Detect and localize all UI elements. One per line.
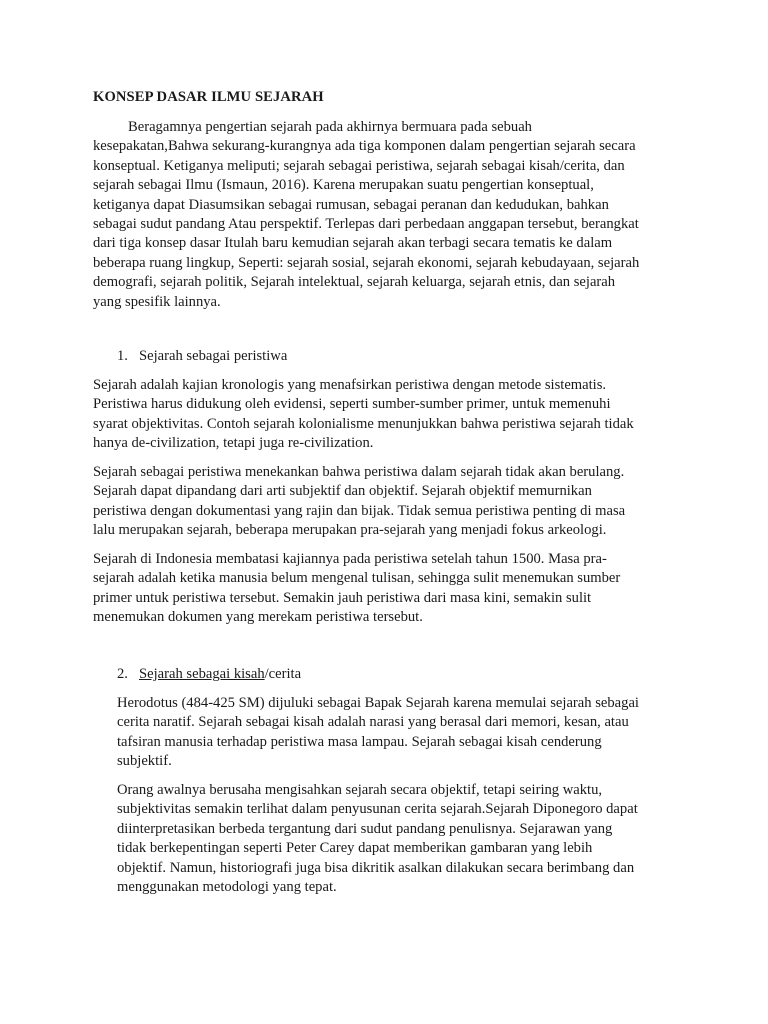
list-number: 2.	[117, 666, 128, 682]
text-line: objektif. Namun, historiografi juga bisa dikritik asalkan dilakukan secara berimbang dan	[117, 859, 635, 876]
section-2-paragraph-2	[117, 781, 677, 897]
text-line: peristiwa dengan dokumentasi yang rajin dan bijak. Tidak semua peristiwa penting di masa	[93, 502, 626, 519]
text-line: Herodotus (484-425 SM) dijuluki sebagai Bapak Sejarah karena memulai sejarah sebagai	[117, 695, 639, 711]
text-line: Sejarah dapat dipandang dari arti subjektif dan objektif. Sejarah objektif memurnikan	[93, 483, 592, 500]
text-line: hanya de-civilization, tetapi juga re-civilization.	[93, 435, 374, 452]
text-line: Orang awalnya berusaha mengisahkan sejarah secara objektif, tetapi seiring waktu,	[117, 782, 603, 798]
text-line: subjektivitas semakin terlihat dalam penyusunan cerita sejarah.Sejarah Diponegoro dapat	[117, 801, 638, 818]
text-line: yang spesifik lainnya.	[93, 293, 221, 310]
text-line: kesepakatan,Bahwa sekurang-kurangnya ada tiga komponen dalam pengertian sejarah secara	[93, 138, 636, 155]
text-line: tidak berkepentingan seperti Peter Carey dapat memberikan gambaran yang lebih	[117, 840, 593, 857]
text-line: sejarah sebagai Ilmu (Ismaun, 2016). Karena merupakan suatu pengertian konseptual,	[93, 177, 594, 194]
text-line: cerita naratif. Sejarah sebagai kisah adalah narasi yang berasal dari memori, kesan, atau	[117, 714, 629, 731]
text-line: konseptual. Ketiganya meliputi; sejarah sebagai peristiwa, sejarah sebagai kisah/cerita, dan	[93, 157, 625, 174]
section-title-rest: /cerita	[264, 666, 302, 682]
text-line: ketiganya dapat Diasumsikan sebagai rumusan, sebagai peranan dan kedudukan, bahkan	[93, 196, 609, 213]
text-line: Peristiwa harus didukung oleh evidensi, seperti sumber-sumber primer, untuk memenuhi	[93, 396, 611, 413]
text-line: diinterpretasikan berbeda tergantung dari sudut pandang penulisnya. Sejarawan yang	[117, 820, 613, 837]
text-line: subjektif.	[117, 753, 172, 770]
text-line: beberapa ruang lingkup, Seperti: sejarah sosial, sejarah ekonomi, sejarah kebudayaan, sejarah	[93, 254, 640, 271]
text-line: menemukan dokumen yang merekam peristiwa tersebut.	[93, 609, 423, 626]
text-line: demografi, sejarah politik, Sejarah intelektual, sejarah keluarga, sejarah etnis, dan sejarah	[93, 274, 616, 291]
section-title-underlined: Sejarah sebagai kisah	[139, 666, 265, 682]
page-title: KONSEP DASAR ILMU SEJARAH	[93, 89, 324, 105]
text-line: Sejarah adalah kajian kronologis yang menafsirkan peristiwa dengan metode sistematis.	[93, 377, 607, 393]
text-line: Sejarah sebagai peristiwa menekankan bahwa peristiwa dalam sejarah tidak akan berulang.	[93, 464, 625, 480]
section-2-heading	[117, 665, 301, 684]
text-line: menggunakan metodologi yang tepat.	[117, 879, 337, 896]
list-number: 1.	[117, 348, 128, 364]
section-1-paragraph-2	[93, 463, 683, 541]
text-line: syarat objektivitas. Contoh sejarah kolonialisme menunjukkan bahwa peristiwa sejarah tidak	[93, 415, 634, 432]
text-line: lalu merupakan sejarah, beberapa merupakan pra-sejarah yang menjadi fokus arkeologi.	[93, 522, 607, 539]
text-line: primer untuk peristiwa tersebut. Semakin jauh peristiwa dari masa kini, semakin sulit	[93, 589, 592, 606]
section-1-paragraph-1	[93, 376, 683, 454]
text-line: Beragamnya pengertian sejarah pada akhirnya bermuara pada sebuah	[128, 119, 532, 135]
text-line: tafsiran manusia terhadap peristiwa masa lampau. Sejarah sebagai kisah cenderung	[117, 733, 602, 750]
text-line: sejarah adalah ketika manusia belum mengenal tulisan, sehingga sulit menemukan sumber	[93, 570, 621, 587]
section-1-heading	[117, 347, 287, 366]
section-1-paragraph-3	[93, 550, 683, 628]
text-line: sebagai sudut pandang Atau perspektif. Terlepas dari perbedaan anggapan tersebut, berangkat	[93, 216, 639, 233]
section-2-paragraph-1	[117, 694, 677, 772]
text-line: Sejarah di Indonesia membatasi kajiannya pada peristiwa setelah tahun 1500. Masa pra-	[93, 551, 607, 567]
text-line: dari tiga konsep dasar Itulah baru kemudian sejarah akan terbagi secara tematis ke dalam	[93, 235, 613, 252]
section-title: Sejarah sebagai peristiwa	[139, 348, 288, 364]
intro-paragraph	[93, 118, 683, 312]
